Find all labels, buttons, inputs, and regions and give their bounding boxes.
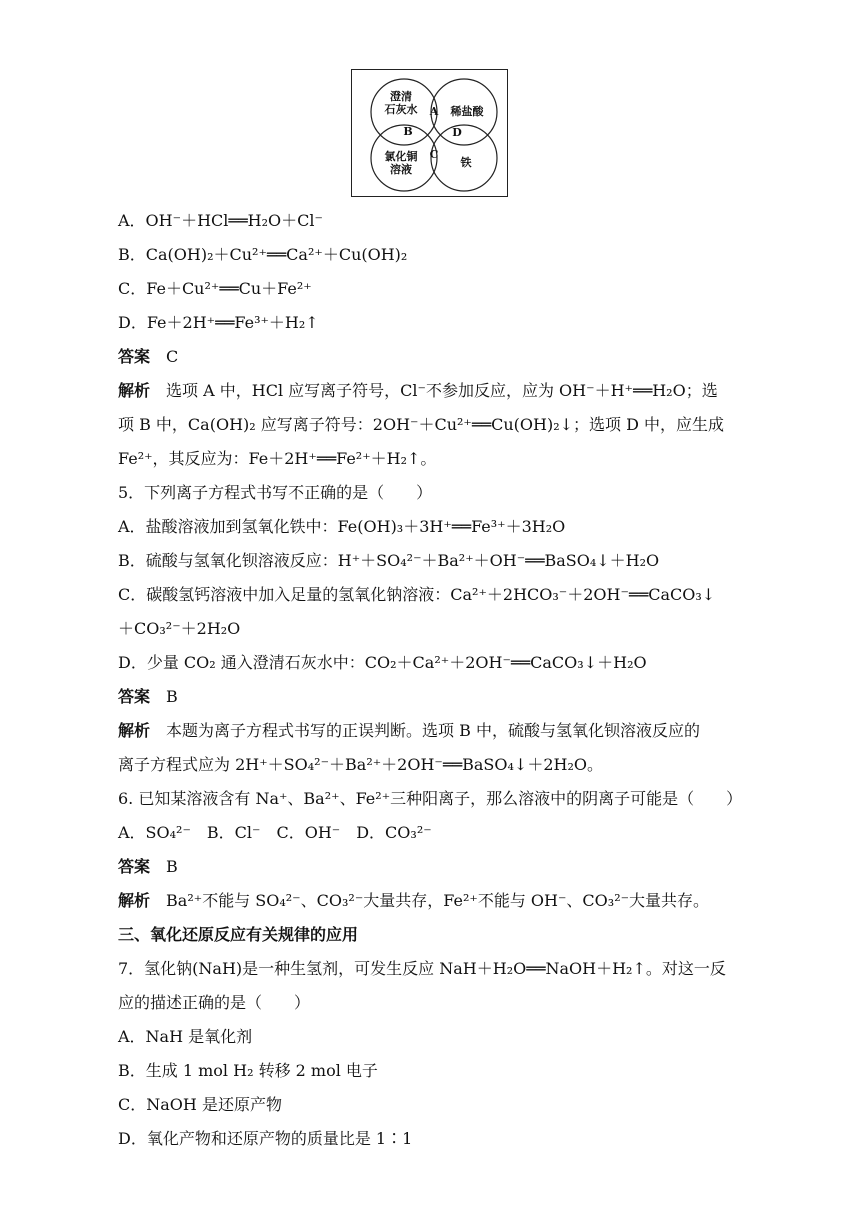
q5-explanation-line1 <box>118 720 700 742</box>
q4-option-b: B．Ca(OH)₂＋Cu²⁺══Ca²⁺＋Cu(OH)₂ <box>118 245 408 264</box>
q5-explanation-line2: 离子方程式应为 2H⁺＋SO₄²⁻＋Ba²⁺＋2OH⁻══BaSO₄↓＋2H₂O。 <box>118 755 603 774</box>
q5-stem: 5．下列离子方程式书写不正确的是（ ） <box>118 483 433 502</box>
explanation-text: Ba²⁺不能与 SO₄²⁻、CO₃²⁻大量共存，Fe²⁺不能与 OH⁻、CO₃²⁻大量共存。 <box>166 891 710 910</box>
label-hcl: 稀盐酸 <box>450 105 484 118</box>
label-D: D <box>452 126 462 139</box>
q7-option-d: D．氧化产物和还原产物的质量比是 1∶1 <box>118 1129 413 1148</box>
explanation-label: 解析 <box>118 891 151 910</box>
answer-label: 答案 <box>118 857 151 876</box>
q7-option-b: B．生成 1 mol H₂ 转移 2 mol 电子 <box>118 1061 378 1080</box>
explanation-label: 解析 <box>118 381 151 400</box>
label-C: C <box>429 148 439 161</box>
q4-explanation-line3: Fe²⁺，其反应为：Fe＋2H⁺══Fe²⁺＋H₂↑。 <box>118 449 437 468</box>
q6-explanation <box>118 890 709 912</box>
answer-value: B <box>166 687 178 706</box>
q5-option-b: B．硫酸与氢氧化钡溶液反应：H⁺＋SO₄²⁻＋Ba²⁺＋OH⁻══BaSO₄↓＋H₂O <box>118 551 660 570</box>
label-lime: 澄清 石灰水 <box>384 90 418 116</box>
q6-answer <box>118 856 178 878</box>
venn-diagram <box>351 69 508 197</box>
answer-value: C <box>166 347 179 366</box>
explanation-text: 选项 A 中，HCl 应写离子符号，Cl⁻不参加反应，应为 OH⁻＋H⁺══H₂O；选 <box>166 381 718 400</box>
label-fe: 铁 <box>460 156 472 169</box>
q5-option-c-line2: ＋CO₃²⁻＋2H₂O <box>118 619 241 638</box>
label-A: A <box>429 105 439 118</box>
q4-explanation-line2: 项 B 中，Ca(OH)₂ 应写离子符号：2OH⁻＋Cu²⁺══Cu(OH)₂↓；选项 D 中，应生成 <box>118 415 725 434</box>
label-B: B <box>403 125 413 138</box>
explanation-label: 解析 <box>118 721 151 740</box>
explanation-text: 本题为离子方程式书写的正误判断。选项 B 中，硫酸与氢氧化钡溶液反应的 <box>166 721 700 740</box>
q5-answer <box>118 686 178 708</box>
q4-option-a: A．OH⁻＋HCl══H₂O＋Cl⁻ <box>118 211 323 230</box>
q7-stem-line2: 应的描述正确的是（ ） <box>118 993 311 1012</box>
q4-option-d: D．Fe＋2H⁺══Fe³⁺＋H₂↑ <box>118 313 319 332</box>
q7-option-a: A．NaH 是氧化剂 <box>118 1027 253 1046</box>
q7-option-c: C．NaOH 是还原产物 <box>118 1095 282 1114</box>
q4-explanation-line1 <box>118 380 718 402</box>
q5-option-d: D．少量 CO₂ 通入澄清石灰水中：CO₂＋Ca²⁺＋2OH⁻══CaCO₃↓＋H₂O <box>118 653 647 672</box>
answer-label: 答案 <box>118 687 151 706</box>
answer-value: B <box>166 857 178 876</box>
q4-option-c: C．Fe＋Cu²⁺══Cu＋Fe²⁺ <box>118 279 312 298</box>
q5-option-c-line1: C．碳酸氢钙溶液中加入足量的氢氧化钠溶液：Ca²⁺＋2HCO₃⁻＋2OH⁻══CaCO₃↓ <box>118 585 716 604</box>
q7-stem-line1: 7．氢化钠(NaH)是一种生氢剂，可发生反应 NaH＋H₂O══NaOH＋H₂↑。对这一反 <box>118 959 726 978</box>
q4-answer <box>118 346 178 368</box>
q6-stem: 6. 已知某溶液含有 Na⁺、Ba²⁺、Fe²⁺三种阳离子，那么溶液中的阴离子可能是（ ） <box>118 789 743 808</box>
q6-options: A．SO₄²⁻ B．Cl⁻ C．OH⁻ D．CO₃²⁻ <box>118 823 432 842</box>
label-cucl2: 氯化铜 溶液 <box>384 150 418 176</box>
answer-label: 答案 <box>118 347 151 366</box>
q5-option-a: A．盐酸溶液加到氢氧化铁中：Fe(OH)₃＋3H⁺══Fe³⁺＋3H₂O <box>118 517 566 536</box>
section-heading: 三、氧化还原反应有关规律的应用 <box>118 925 359 944</box>
